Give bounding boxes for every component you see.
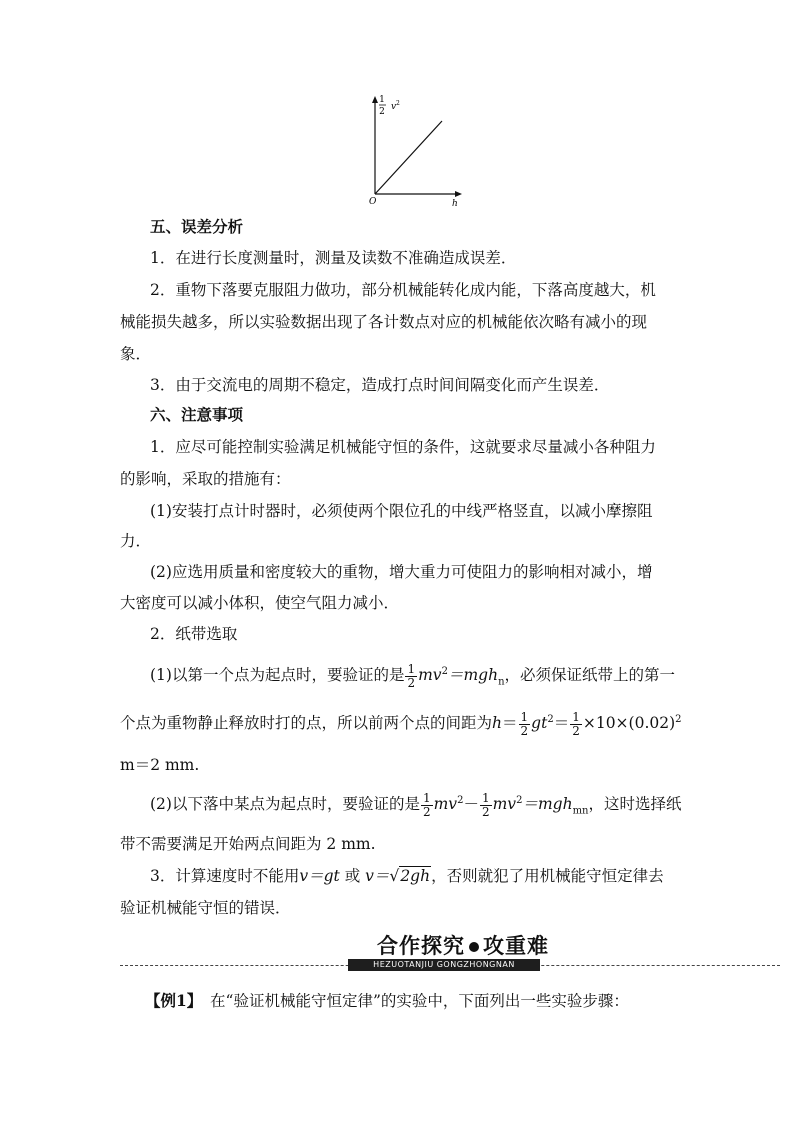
half-fraction: $\frac{1}{2}$ bbox=[481, 790, 490, 819]
section5-title: 五、误差分析 bbox=[150, 217, 244, 236]
section6-sub1-line1: (1)安装打点计时器时，必须使两个限位孔的中线严格竖直，以减小摩擦阻 bbox=[150, 502, 653, 520]
banner-subtitle: HEZUOTANJIU GONGZHONGNAN bbox=[348, 959, 540, 971]
graph-figure bbox=[362, 90, 472, 212]
tape1-line3: m＝2 mm. bbox=[120, 756, 200, 774]
tape2-line1: (2)以下落中某点为起点时，要验证的是 $\frac{1}{2}$ $mv^2-$ $\frac{1}{2}$ $mv^2=mgh_{mn}$，这时选择纸 bbox=[150, 790, 682, 819]
y-label-sup: 2 bbox=[396, 100, 400, 107]
sqrt-symbol: √ bbox=[389, 867, 400, 885]
half-fraction: $\frac{1}{2}$ bbox=[407, 661, 416, 690]
section6-sub2-line2: 大密度可以减小体积，使空气阻力减小． bbox=[120, 594, 400, 612]
banner-title: 合作探究 攻重难 bbox=[377, 934, 549, 958]
half-fraction: $\frac{1}{2}$ bbox=[520, 709, 529, 738]
plot-line bbox=[375, 121, 442, 194]
section5-item2-line3: 象． bbox=[120, 345, 152, 363]
y-label-var: v bbox=[391, 102, 397, 112]
y-axis-arrow bbox=[372, 96, 378, 103]
section6-title: 六、注意事项 bbox=[150, 405, 244, 424]
origin-label: O bbox=[369, 197, 377, 207]
example-line: 【例1】 在“验证机械能守恒定律”的实验中，下面列出一些实验步骤： bbox=[145, 991, 629, 1010]
section6-item3-line1: 3．计算速度时不能用v＝gt 或 v＝√2gh，否则就犯了用机械能守恒定律去 bbox=[150, 867, 664, 885]
graph-svg bbox=[362, 90, 472, 212]
y-label-num: 1 bbox=[379, 95, 385, 105]
section5-item1: 1．在进行长度测量时，测量及读数不准确造成误差． bbox=[150, 249, 517, 267]
section6-sub1-line2: 力． bbox=[120, 532, 152, 550]
section5-item3: 3．由于交流电的周期不稳定，造成打点时间间隔变化而产生误差． bbox=[150, 376, 610, 394]
tape2-line2: 带不需要满足开始两点间距为 2 mm. bbox=[120, 835, 376, 853]
half-fraction: $\frac{1}{2}$ bbox=[422, 790, 431, 819]
y-label-den: 2 bbox=[379, 107, 385, 117]
section6-item3-line2: 验证机械能守恒的错误． bbox=[120, 899, 291, 917]
half-fraction: $\frac{1}{2}$ bbox=[572, 709, 580, 738]
section6-item2: 2．纸带选取 bbox=[150, 625, 238, 643]
section6-sub2-line1: (2)应选用质量和密度较大的重物，增大重力可使阻力的影响相对减小，增 bbox=[150, 563, 653, 581]
tape1-line1: (1)以第一个点为起点时，要验证的是 $\frac{1}{2}$ $mv^2=mgh_n$，必须保证纸带上的第一 bbox=[150, 661, 676, 690]
section5-item2-line1: 2．重物下落要克服阻力做功，部分机械能转化成内能，下落高度越大，机 bbox=[150, 281, 656, 299]
x-axis-label: h bbox=[452, 199, 458, 209]
section6-item1-line1: 1．应尽可能控制实验满足机械能守恒的条件，这就要求尽量减小各种阻力 bbox=[150, 438, 656, 456]
section-banner bbox=[120, 930, 780, 970]
banner-dot-icon bbox=[469, 942, 479, 952]
section6-item1-line2: 的影响，采取的措施有： bbox=[120, 470, 291, 488]
example-tag: 【例1】 bbox=[145, 991, 195, 1010]
tape1-line2: 个点为重物静止释放时打的点，所以前两个点的间距为h＝ $\frac{1}{2}$ $gt^2=$ $\frac{1}{2}$ $\times 10\times(0.02)^2$ bbox=[120, 709, 682, 738]
section5-item2-line2: 械能损失越多，所以实验数据出现了各计数点对应的机械能依次略有减小的现 bbox=[120, 313, 648, 331]
x-axis-arrow bbox=[455, 191, 462, 197]
